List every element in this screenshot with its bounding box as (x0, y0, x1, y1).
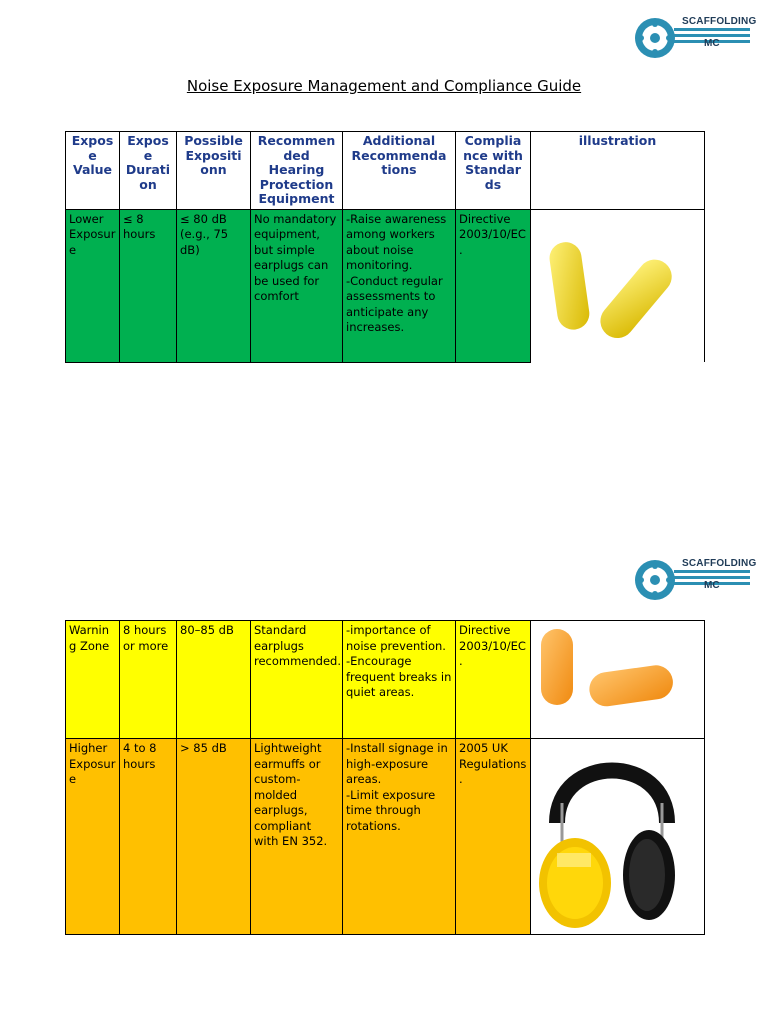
company-logo (632, 14, 757, 64)
cell-duration: 8 hours or more (120, 621, 177, 739)
earmuffs-image (537, 743, 687, 931)
header-possible-exposition: Possible Expositi onn (177, 132, 251, 210)
header-expose-value: Expos e Value (66, 132, 120, 210)
cell-additional: -importance of noise prevention. -Encourage frequent breaks in quiet areas. (343, 621, 456, 739)
cell-illustration (531, 209, 705, 362)
logo-text-scaffolding: SCAFFOLDING (682, 558, 757, 569)
cell-compliance: 2005 UK Regulations . (456, 739, 531, 935)
cell-additional: -Install signage in high-exposure areas. -Limit exposure time through rotations. (343, 739, 456, 935)
header-additional-recommendations: Additional Recommenda tions (343, 132, 456, 210)
page-title: Noise Exposure Management and Compliance Guide (186, 77, 582, 95)
header-compliance: Complia nce with Standar ds (456, 132, 531, 210)
cell-equipment: No mandatory equipment, but simple earplugs can be used for comfort (251, 209, 343, 362)
cell-equipment: Lightweight earmuffs or custom-molded earplugs, compliant with EN 352. (251, 739, 343, 935)
header-expose-duration: Expos e Durati on (120, 132, 177, 210)
cell-equipment: Standard earplugs recommended. (251, 621, 343, 739)
noise-table-1 (65, 131, 705, 363)
cell-exposition: ≤ 80 dB (e.g., 75 dB) (177, 209, 251, 362)
header-recommended-equipment: Recommen ded Hearing Protection Equipment (251, 132, 343, 210)
cell-illustration (531, 739, 705, 935)
logo-text-scaffolding: SCAFFOLDING (682, 16, 757, 27)
cell-duration: ≤ 8 hours (120, 209, 177, 362)
cell-illustration (531, 621, 705, 739)
cell-compliance: Directive 2003/10/EC . (456, 209, 531, 362)
header-illustration: illustration (531, 132, 705, 210)
logo-text-mc: MC (704, 38, 720, 49)
logo-text-mc: MC (704, 580, 720, 591)
cell-value: Higher Exposur e (66, 739, 120, 935)
cell-exposition: > 85 dB (177, 739, 251, 935)
cell-duration: 4 to 8 hours (120, 739, 177, 935)
company-logo-2 (632, 556, 757, 606)
cell-value: Lower Exposur e (66, 209, 120, 362)
cell-additional: -Raise awareness among workers about noise monitoring. -Conduct regular assessments to anticipate any increases. (343, 209, 456, 362)
orange-earplugs-image (535, 627, 695, 727)
cell-compliance: Directive 2003/10/EC . (456, 621, 531, 739)
noise-table-2 (65, 620, 705, 935)
table-row (66, 209, 705, 362)
cell-exposition: 80–85 dB (177, 621, 251, 739)
yellow-earplugs-image (539, 230, 689, 350)
cell-value: Warnin g Zone (66, 621, 120, 739)
table-row (66, 739, 705, 935)
table-row (66, 621, 705, 739)
